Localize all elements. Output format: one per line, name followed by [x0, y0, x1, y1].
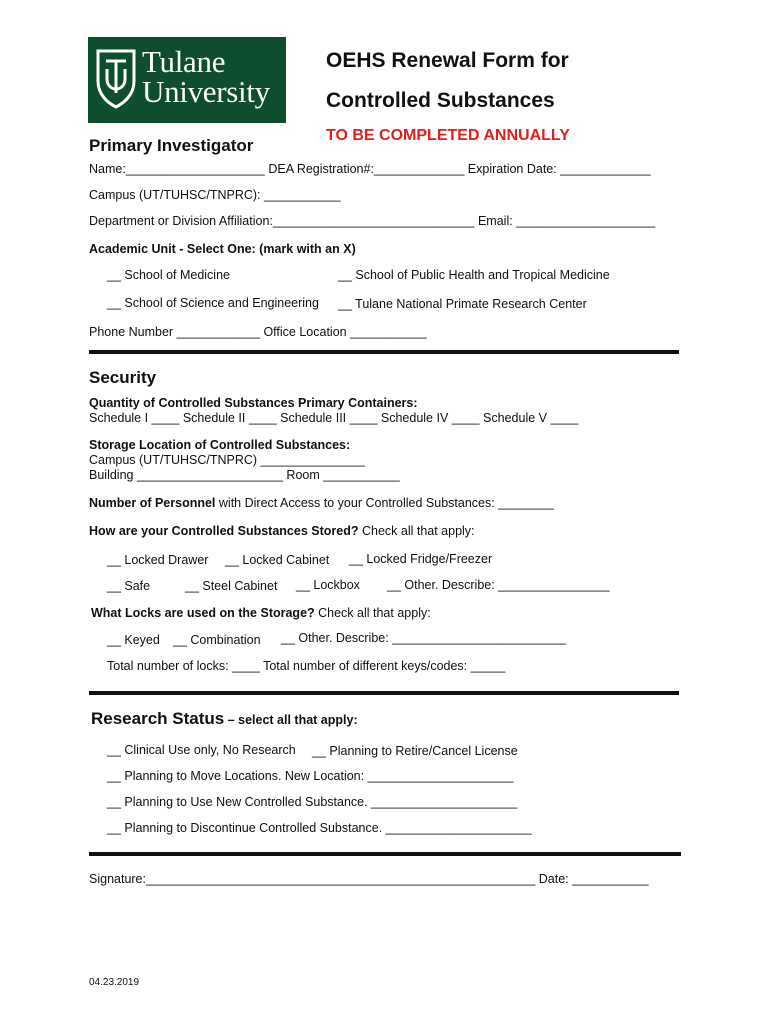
lock-option-combination[interactable]: __ Combination: [173, 633, 261, 647]
phone-office-line[interactable]: Phone Number ____________ Office Location ___________: [89, 325, 427, 339]
status-option-new-substance[interactable]: __ Planning to Use New Controlled Substance. _____________________: [107, 795, 518, 809]
completion-notice: TO BE COMPLETED ANNUALLY: [326, 127, 570, 144]
section-divider: [89, 852, 681, 856]
unit-option-medicine[interactable]: __ School of Medicine: [107, 268, 230, 282]
storage-campus-line[interactable]: Campus (UT/TUHSC/TNPRC) _______________: [89, 453, 365, 467]
security-heading: Security: [89, 368, 157, 387]
status-option-discontinue[interactable]: __ Planning to Discontinue Controlled Substance. _____________________: [107, 821, 532, 835]
form-revision-date: 04.23.2019: [89, 977, 140, 988]
tulane-logo: [88, 37, 286, 123]
campus-line[interactable]: Campus (UT/TUHSC/TNPRC): ___________: [89, 188, 341, 202]
schedules-line[interactable]: Schedule I ____ Schedule II ____ Schedule III ____ Schedule IV ____ Schedule V ____: [89, 411, 579, 425]
locks-label: What Locks are used on the Storage?: [91, 606, 315, 620]
personnel-label: Number of Personnel: [89, 496, 216, 510]
personnel-text: with Direct Access to your Controlled Substances: ________: [215, 496, 554, 510]
storage-option-locked-cabinet[interactable]: __ Locked Cabinet: [225, 553, 330, 567]
research-status-heading: Research Status: [91, 709, 225, 728]
shield-icon: [94, 47, 138, 109]
status-option-retire[interactable]: __ Planning to Retire/Cancel License: [312, 744, 518, 758]
storage-option-other[interactable]: __ Other. Describe: ________________: [387, 578, 610, 592]
status-option-clinical[interactable]: __ Clinical Use only, No Research: [107, 743, 296, 757]
personnel-line[interactable]: [89, 496, 554, 510]
locks-instruction: Check all that apply:: [314, 606, 431, 620]
storage-method-label: How are your Controlled Substances Stored?: [89, 524, 359, 538]
logo-line-1: Tulane: [142, 44, 226, 79]
research-status-heading-line: [91, 709, 358, 729]
name-dea-expiration-line[interactable]: Name:____________________ DEA Registration#:_____________ Expiration Date: _____________: [89, 162, 651, 176]
form-title-line-1: OEHS Renewal Form for: [326, 49, 569, 72]
storage-location-label: Storage Location of Controlled Substances:: [89, 438, 351, 452]
unit-option-science[interactable]: __ School of Science and Engineering: [107, 296, 319, 310]
status-option-move[interactable]: __ Planning to Move Locations. New Location: _____________________: [107, 769, 514, 783]
unit-option-public-health[interactable]: __ School of Public Health and Tropical Medicine: [338, 268, 610, 282]
lock-option-other[interactable]: __ Other. Describe: _________________________: [281, 631, 566, 645]
locks-totals-line[interactable]: Total number of locks: ____ Total number of different keys/codes: _____: [107, 659, 506, 673]
storage-option-lockbox[interactable]: __ Lockbox: [296, 578, 360, 592]
department-email-line[interactable]: Department or Division Affiliation:_____________________________ Email: ____________________: [89, 214, 656, 228]
storage-option-locked-drawer[interactable]: __ Locked Drawer: [107, 553, 209, 567]
storage-option-safe[interactable]: __ Safe: [107, 579, 151, 593]
section-divider: [89, 691, 679, 695]
locks-question: [91, 606, 431, 620]
section-divider: [89, 350, 679, 354]
academic-unit-label: Academic Unit - Select One: (mark with an X): [89, 242, 356, 256]
storage-method-instruction: Check all that apply:: [358, 524, 475, 538]
unit-option-primate-center[interactable]: __ Tulane National Primate Research Center: [338, 297, 587, 311]
form-title-line-2: Controlled Substances: [326, 89, 555, 112]
signature-date-line[interactable]: Signature:________________________________________________________ Date: ___________: [89, 872, 649, 886]
lock-option-keyed[interactable]: __ Keyed: [107, 633, 160, 647]
storage-option-locked-fridge[interactable]: __ Locked Fridge/Freezer: [349, 552, 493, 566]
logo-line-2: University: [142, 74, 270, 109]
storage-building-room-line[interactable]: Building _____________________ Room ___________: [89, 468, 400, 482]
primary-investigator-heading: Primary Investigator: [89, 136, 254, 155]
quantity-label: Quantity of Controlled Substances Primary Containers:: [89, 396, 418, 410]
research-status-instruction: – select all that apply:: [224, 713, 358, 727]
storage-method-question: [89, 524, 475, 538]
storage-option-steel-cabinet[interactable]: __ Steel Cabinet: [185, 579, 278, 593]
